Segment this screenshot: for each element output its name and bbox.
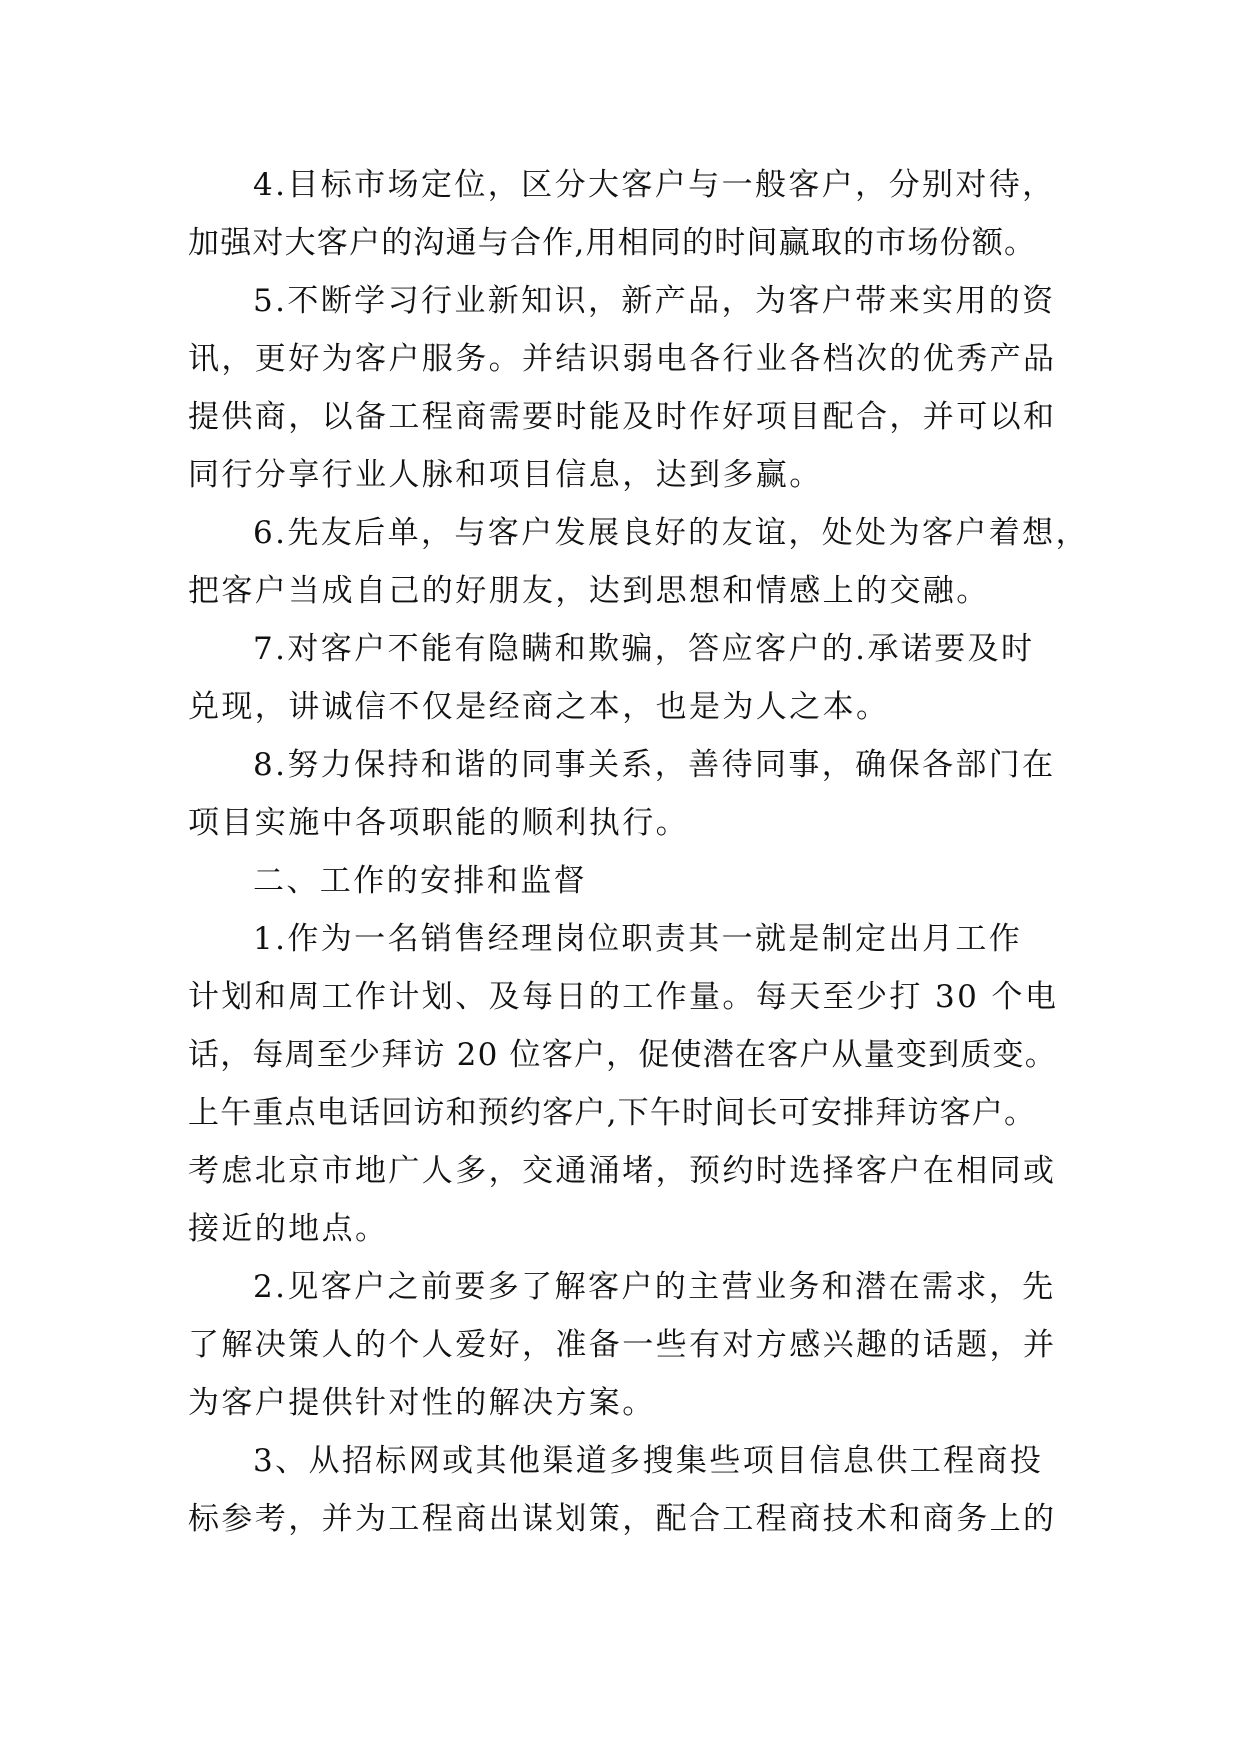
text-line: 话，每周至少拜访 20 位客户，促使潜在客户从量变到质变。 [188, 1037, 1057, 1073]
text-line: 5.不断学习行业新知识，新产品，为客户带来实用的资 [253, 283, 1056, 319]
paragraph-task-2 [188, 1258, 1088, 1432]
text-line: 为客户提供针对性的解决方案。 [188, 1385, 656, 1421]
text-line: 6.先友后单，与客户发展良好的友谊，处处为客户着想， [253, 515, 1089, 551]
text-line: 了解决策人的个人爱好，准备一些有对方感兴趣的话题，并 [188, 1327, 1057, 1363]
paragraph-item-6 [188, 504, 1088, 620]
section-heading [188, 852, 1088, 910]
text-line: 1.作为一名销售经理岗位职责其一就是制定出月工作 [253, 921, 1023, 957]
text-line: 8.努力保持和谐的同事关系，善待同事，确保各部门在 [253, 747, 1056, 783]
paragraph-item-7 [188, 620, 1088, 736]
paragraph-task-3 [188, 1432, 1088, 1548]
text-line: 标参考，并为工程商出谋划策，配合工程商技术和商务上的 [188, 1501, 1057, 1537]
section-title: 二、工作的安排和监督 [253, 863, 587, 899]
text-line: 2.见客户之前要多了解客户的主营业务和潜在需求，先 [253, 1269, 1056, 1305]
text-line: 接近的地点。 [188, 1211, 389, 1247]
paragraph-item-8 [188, 736, 1088, 852]
text-line: 把客户当成自己的好朋友，达到思想和情感上的交融。 [188, 573, 990, 609]
text-line: 加强对大客户的沟通与合作,用相同的时间赢取的市场份额。 [188, 225, 1037, 261]
paragraph-item-4 [188, 156, 1088, 272]
text-line: 同行分享行业人脉和项目信息，达到多赢。 [188, 457, 823, 493]
paragraph-item-5 [188, 272, 1088, 504]
text-line: 兑现，讲诚信不仅是经商之本，也是为人之本。 [188, 689, 890, 725]
text-line: 3、从招标网或其他渠道多搜集些项目信息供工程商投 [253, 1443, 1044, 1479]
text-line: 提供商，以备工程商需要时能及时作好项目配合，并可以和 [188, 399, 1057, 435]
text-line: 7.对客户不能有隐瞒和欺骗，答应客户的.承诺要及时 [253, 631, 1035, 667]
text-line: 4.目标市场定位，区分大客户与一般客户，分别对待， [253, 167, 1056, 203]
document-body [188, 156, 1088, 1548]
text-line: 上午重点电话回访和预约客户,下午时间长可安排拜访客户。 [188, 1095, 1037, 1131]
paragraph-task-1 [188, 910, 1088, 1258]
text-line: 项目实施中各项职能的顺利执行。 [188, 805, 689, 841]
text-line: 讯，更好为客户服务。并结识弱电各行业各档次的优秀产品 [188, 341, 1057, 377]
text-line: 计划和周工作计划、及每日的工作量。每天至少打 30 个电 [188, 979, 1059, 1015]
text-line: 考虑北京市地广人多，交通涌堵，预约时选择客户在相同或 [188, 1153, 1057, 1189]
